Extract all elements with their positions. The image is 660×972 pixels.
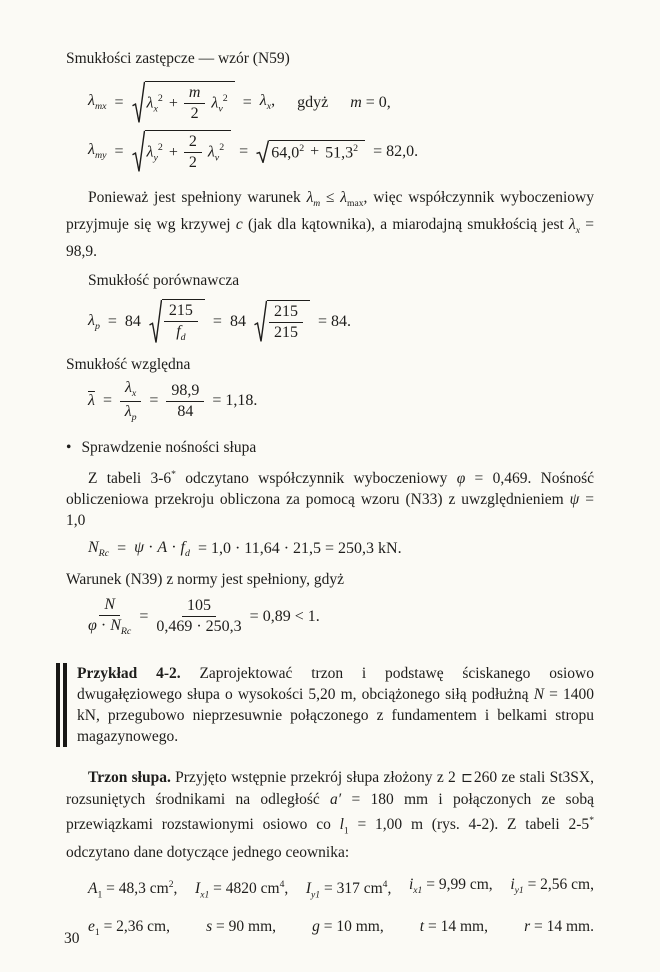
paragraph-warunek-n39: Warunek (N39) z normy jest spełniony, gdyż	[66, 571, 344, 589]
section-heading-smuklosci: Smukłości zastępcze — wzór (N59)	[66, 50, 290, 67]
formula-nrc: $N_{Rc}$ = $\psi \cdot A \cdot f_d$ = 1,0 · 11,64 · 21,5 = 250,3 kN.	[88, 538, 402, 560]
section-properties-line-1: $A_1 = 48,3$ $cm^2$, $I_{x1} = 4820$ $cm^4$, $I_{y1} = 317$ $cm^4$, $i_{x1} = 9,99$ cm, $i_{y1} = 2,56$ cm,	[88, 875, 594, 900]
radical	[149, 299, 205, 344]
formula-lambda-mx: $\lambda_{mx}$ = $\lambda_x^2$ + $\frac{m}{2}$ $\lambda_v^2$ = $\lambda_x$, gdyż m = 0,	[88, 81, 594, 124]
fraction: $\frac{98,9}{84}$	[166, 382, 204, 421]
section-properties-line-2: $e_1 = 2,36$ cm, s = 90 mm, g = 10 mm, t = 14 mm, r = 14 mm.	[88, 917, 594, 938]
example-4-2-text: Przykład 4-2. Zaprojektować trzon i podstawę ściskanego osiowo dwugałęziowego słupa o wysokości 5,20 m, obciążonego siłą podłużną N = 1400 kN, przegubowo nieprzesuwnie połączonego z fundamentem i belkami stropu magazynowego.	[77, 665, 595, 746]
bullet-icon: •	[66, 438, 72, 456]
radical-sign-icon	[149, 299, 162, 344]
radical-sign-icon	[132, 81, 145, 124]
radical-sign-icon	[254, 300, 267, 343]
radical-sign-icon	[132, 130, 145, 173]
radical: $\lambda_x^2$ + $\frac{m}{2}$ $\lambda_v^2$	[132, 81, 235, 124]
paragraph-warunek-wyboczenie: Ponieważ jest spełniony warunek $\lambda_m \le \lambda_{max}$, więc współczynnik wyboczeniowy przyjmuje się wg krzywej c (jak dla kątownika), a miarodajną smukłością jest $\lambda_x = 98,9$.	[66, 189, 594, 261]
formula-lambda-relative: $\overline{\lambda}$ = $\frac{\lambda_x}{\lambda_p}$ = $\frac{98,9}{84}$ = 1,18.	[88, 379, 258, 423]
radical-sign-icon	[256, 140, 269, 163]
fraction: $\frac{215}{215}$	[269, 303, 303, 342]
bullet-sprawdzenie-nosnosci: • Sprawdzenie nośności słupa	[66, 438, 257, 456]
example-margin-bars-icon	[56, 663, 67, 747]
paragraph-trzon-slupa: Trzon słupa. Przyjęto wstępnie przekrój słupa złożony z 2 ⊏260 ze stali St3SX, rozsuniętych środnikami na odległość a′ = 180 mm i połączonych ze sobą przewiązkami rozstawionymi osiowo co $l_1 = 1,00$ m (rys. 4-2). Z tabeli 2-5* odczytano dane dotyczące jednego ceownika:	[66, 769, 594, 861]
fraction: $\frac{2}{2}$	[184, 133, 202, 172]
paragraph-nosnosc-obliczeniowa: Z tabeli 3-6* odczytano współczynnik wyboczeniowy φ = 0,469. Nośność obliczeniowa przekroju obliczona za pomocą wzoru (N33) z uwzględnieniem ψ = 1,0	[66, 468, 594, 529]
subheading-smuklosc-wzgledna: Smukłość względna	[66, 356, 191, 374]
radical	[254, 300, 310, 343]
page-number: 30	[64, 930, 80, 947]
fraction: $\frac{105}{0,469 \cdot 250,3}$	[156, 597, 242, 636]
formula-warunek-n39: $\frac{N}{\varphi \cdot N_{Rc}}$ = $\frac{105}{0,469 \cdot 250,3}$ = 0,89 < 1.	[88, 596, 320, 638]
fraction: $\frac{215}{f_d}$	[164, 302, 198, 343]
radical: 64,0$^2$ + 51,3$^2$	[256, 140, 365, 163]
subheading-smuklosc-porownawcza: Smukłość porównawcza	[88, 272, 240, 290]
formula-lambda-p: $\lambda_p$ = 84 $\frac{215}{f_d}$ = 84 $\frac{215}{215}$ = 84.	[88, 299, 594, 344]
radical: $\lambda_y^2$ + $\frac{2}{2}$ $\lambda_v^2$	[132, 130, 232, 173]
fraction: $\frac{m}{2}$	[184, 84, 206, 123]
example-4-2-block	[56, 663, 594, 747]
channel-profile-symbol: ⊏	[461, 770, 473, 787]
fraction: $\frac{\lambda_x}{\lambda_p}$	[120, 379, 141, 422]
fraction: $\frac{N}{\varphi \cdot N_{Rc}}$	[88, 596, 132, 638]
formula-lambda-my: $\lambda_{my}$ = $\lambda_y^2$ + $\frac{2}{2}$ $\lambda_v^2$ = 64,0$^2$ + 51,3$^2$ = 82,0.	[88, 130, 594, 173]
